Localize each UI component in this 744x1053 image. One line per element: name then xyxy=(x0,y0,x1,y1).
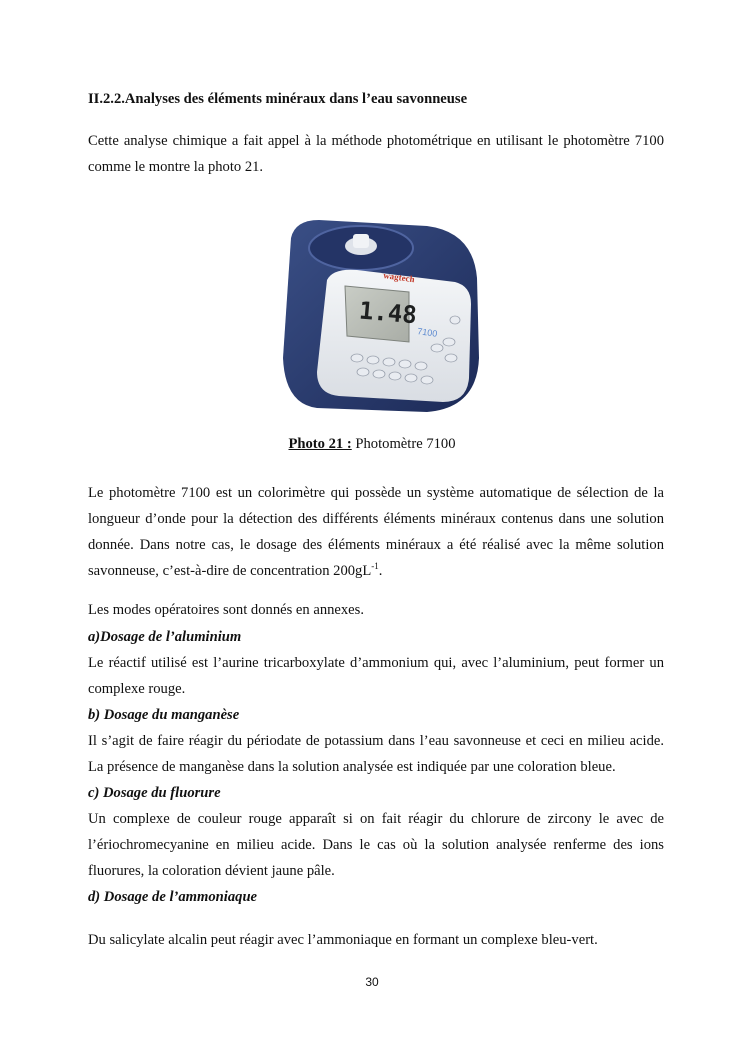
caption-text: Photomètre 7100 xyxy=(351,436,456,452)
modes-intro: Les modes opératoires sont donnés en annexes. xyxy=(88,602,364,618)
lcd-reading: 1.48 xyxy=(357,296,418,330)
section-title-manganese: b) Dosage du manganèse xyxy=(88,707,240,723)
section-text-manganese: Il s’agit de faire réagir du périodate de potassium dans l’eau savonneuse et ceci en milieu acide. La présence de manganèse dans la solution analysée est indiquée par une coloration bleue. xyxy=(88,733,664,775)
section-text-ammoniaque: Du salicylate alcalin peut réagir avec l’ammoniaque en formant un complexe bleu-vert. xyxy=(88,932,598,948)
device-model: 7100 xyxy=(416,326,438,339)
section-title-aluminium: a)Dosage de l’aluminium xyxy=(88,629,242,645)
device-brand: wagtech xyxy=(382,270,416,285)
caption-label: Photo 21 : xyxy=(288,436,352,452)
section-heading: II.2.2.Analyses des éléments minéraux dans l’eau savonneuse xyxy=(88,91,468,107)
description-text: Le photomètre 7100 est un colorimètre qui possède un système automatique de sélection de la longueur d’onde pour la détection des différents éléments minéraux contenus dans une solution donnée. Dans notre cas, le dosage des éléments minéraux a été réalisé avec la même solution savonneuse, c’est-à-dire de concentration 200gL xyxy=(88,485,664,579)
section-text-fluorure: Un complexe de couleur rouge apparaît si on fait réagir du chlorure de zircony le avec de l’ériochromecyanine en milieu acide. Dans le cas où la solution analysée renferme des ions fluorures, la coloration dévient jaune pâle. xyxy=(88,811,664,879)
description-end: . xyxy=(378,563,383,579)
cuvette-top xyxy=(353,234,369,248)
section-text-aluminium: Le réactif utilisé est l’aurine tricarboxylate d’ammonium qui, avec l’aluminium, peut former un complexe rouge. xyxy=(88,655,664,697)
description-paragraph xyxy=(88,480,664,584)
section-title-ammoniaque: d) Dosage de l’ammoniaque xyxy=(88,889,258,905)
intro-paragraph: Cette analyse chimique a fait appel à la méthode photométrique en utilisant le photomètre 7100 comme le montre la photo 21. xyxy=(88,133,664,175)
photo-caption xyxy=(0,436,744,453)
unit-exponent: -1 xyxy=(371,561,379,572)
section-title-fluorure: c) Dosage du fluorure xyxy=(88,785,221,801)
photometer-photo xyxy=(277,208,480,414)
page-number: 30 xyxy=(365,975,379,989)
